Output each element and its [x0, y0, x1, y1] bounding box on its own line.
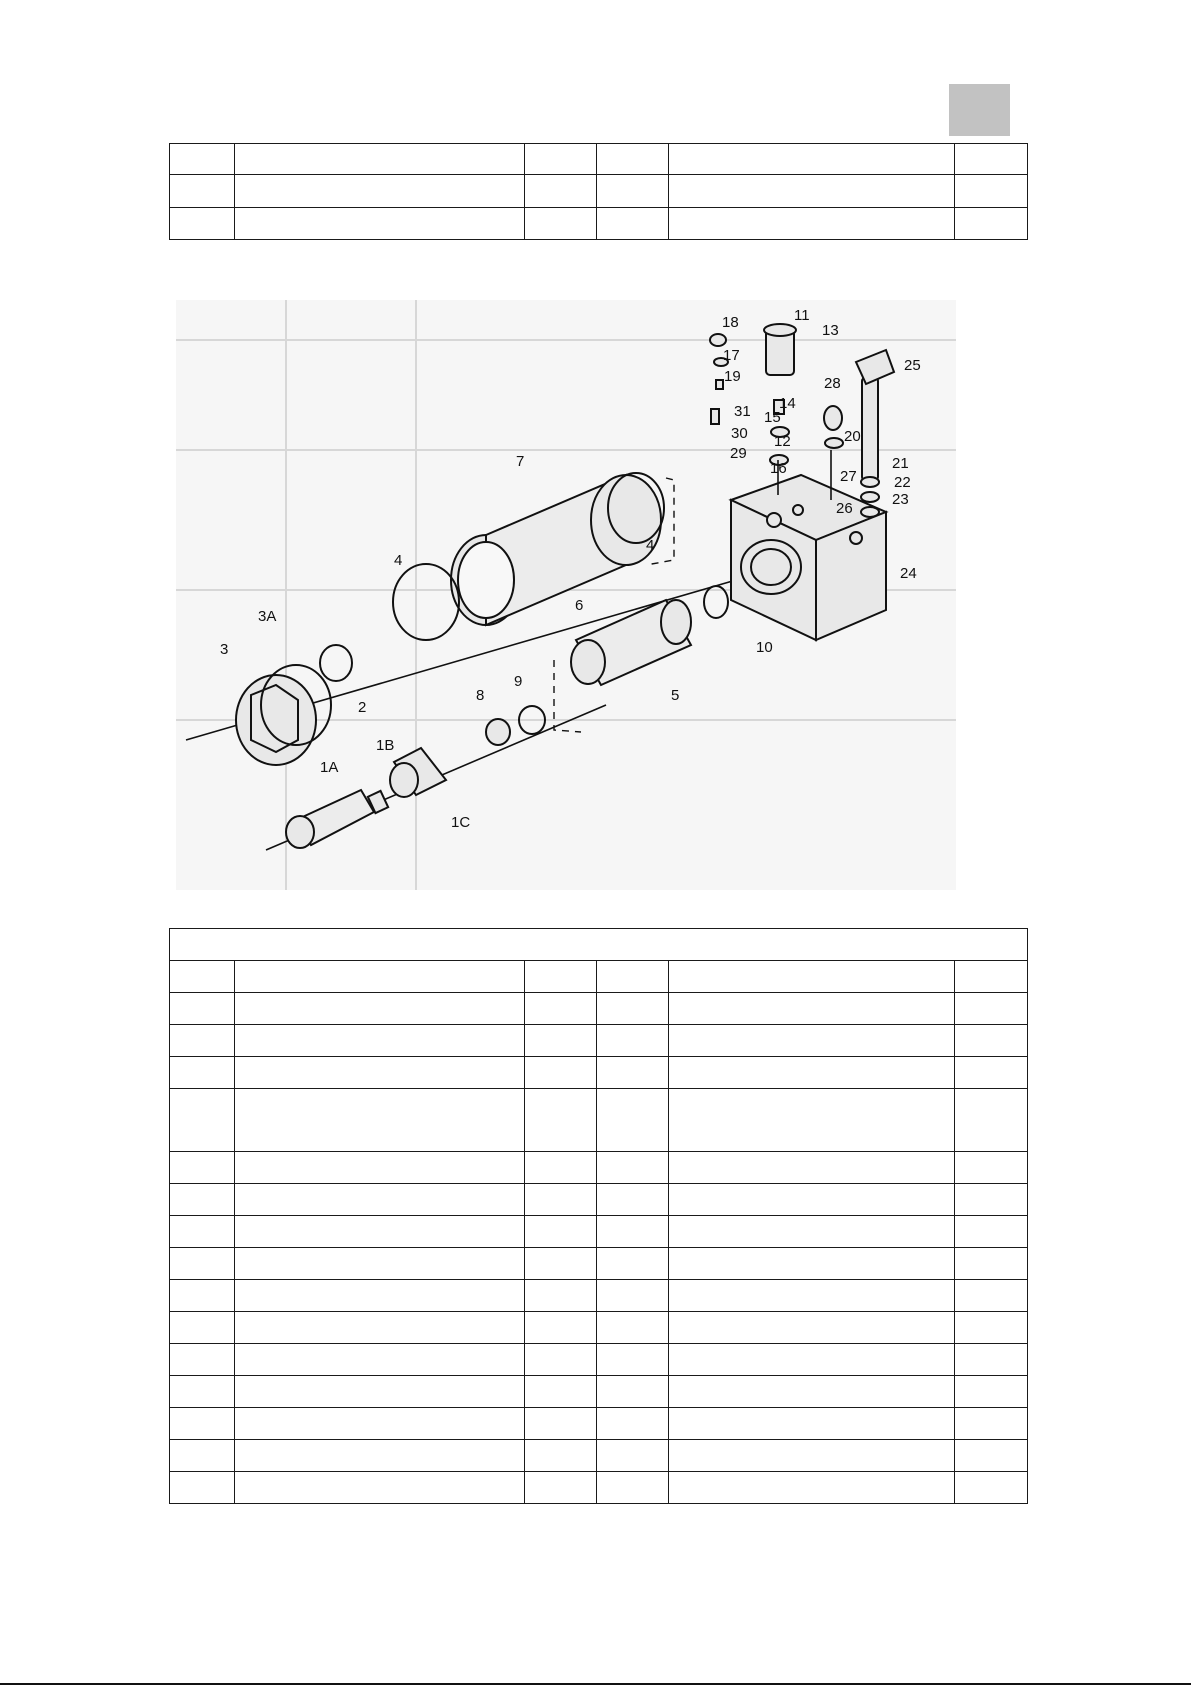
callout-16: 16: [770, 460, 787, 477]
callout-27: 27: [840, 468, 857, 485]
callout-17: 17: [723, 347, 740, 364]
callout-5: 5: [671, 687, 680, 704]
top-parts-table: [169, 143, 1028, 240]
callout-24: 24: [900, 565, 917, 582]
table-header-row: [170, 929, 1028, 961]
end-cap-part: [236, 665, 331, 765]
callout-15: 15: [764, 409, 781, 426]
callout-2: 2: [358, 699, 367, 716]
callout-26: 26: [836, 500, 853, 517]
outer-cylinder-part: [451, 475, 661, 625]
shaft-part: [286, 790, 388, 848]
callout-6: 6: [575, 597, 584, 614]
callout-18: 18: [722, 314, 739, 331]
callout-8: 8: [476, 687, 485, 704]
table-row: [170, 1376, 1028, 1408]
callout-3a: 3A: [258, 608, 277, 625]
callout-11: 11: [794, 307, 810, 324]
exploded-view-drawing: [176, 300, 956, 890]
exploded-parts-diagram: [176, 300, 956, 890]
table-row: [170, 1248, 1028, 1280]
bottom-parts-table: [169, 928, 1028, 1504]
callout-31: 31: [734, 403, 751, 420]
table-row: [170, 961, 1028, 993]
callout-23: 23: [892, 491, 909, 508]
inner-tube-part: [571, 600, 691, 685]
piston-part: [390, 748, 446, 797]
callout-9: 9: [514, 673, 523, 690]
callout-28: 28: [824, 375, 841, 392]
callout-20: 20: [844, 428, 861, 445]
table-row: [170, 1152, 1028, 1184]
table-row: [170, 1057, 1028, 1089]
table-row: [170, 175, 1028, 208]
table-row: [170, 1472, 1028, 1504]
o-ring-left-part: [393, 564, 459, 640]
table-row: [170, 1280, 1028, 1312]
callout-14: 14: [779, 395, 796, 412]
table-row: [170, 1344, 1028, 1376]
table-row: [170, 208, 1028, 240]
callout-19: 19: [724, 368, 741, 385]
washer-part: [486, 719, 510, 745]
callout-3: 3: [220, 641, 229, 658]
callout-4-left: 4: [394, 552, 403, 569]
callout-1b: 1B: [376, 737, 395, 754]
callout-25: 25: [904, 357, 921, 374]
table-row: [170, 1184, 1028, 1216]
callout-10: 10: [756, 639, 773, 656]
table-row: [170, 1312, 1028, 1344]
callout-13: 13: [822, 322, 839, 339]
callout-29: 29: [730, 445, 747, 462]
callout-30: 30: [731, 425, 748, 442]
callout-22: 22: [894, 474, 911, 491]
callout-21: 21: [892, 455, 909, 472]
table-row: [170, 1408, 1028, 1440]
table-row: [170, 1025, 1028, 1057]
callout-1a: 1A: [320, 759, 339, 776]
small-ring-part: [320, 645, 352, 681]
callout-1c: 1C: [451, 814, 471, 831]
table-row: [170, 1089, 1028, 1152]
table-row: [170, 1440, 1028, 1472]
table-row: [170, 1216, 1028, 1248]
table-row: [170, 144, 1028, 175]
callout-7: 7: [516, 453, 525, 470]
table-row: [170, 993, 1028, 1025]
page-marker-box: [949, 84, 1010, 136]
callout-12: 12: [774, 433, 791, 450]
callout-4-right: 4: [646, 537, 655, 554]
